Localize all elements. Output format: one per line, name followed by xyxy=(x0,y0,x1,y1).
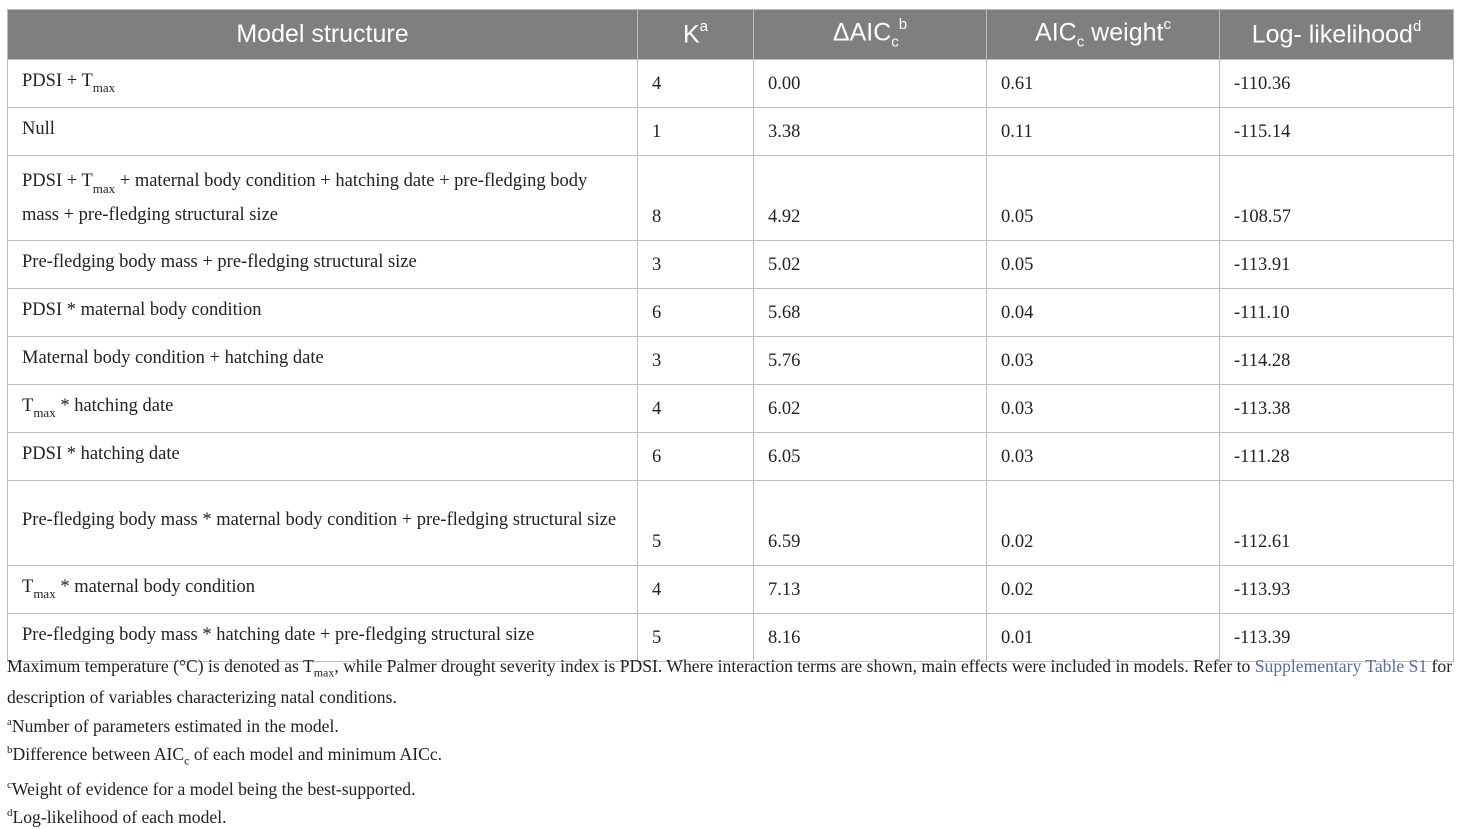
log-likelihood-cell: -110.36 xyxy=(1220,60,1454,108)
footnote-c: $^c$Weight of evidence for a model being the best-supported. xyxy=(7,778,416,799)
k-cell: 6 xyxy=(638,289,754,337)
table-row xyxy=(8,289,1454,337)
log-likelihood-cell: -111.10 xyxy=(1220,289,1454,337)
table-row xyxy=(8,60,1454,108)
header-delta-aicc: $\Delta AIC_c^b$ xyxy=(754,10,987,60)
table-row xyxy=(8,433,1454,481)
aicc-weight-cell: 0.01 xyxy=(987,614,1220,662)
aicc-weight-cell: 0.03 xyxy=(987,337,1220,385)
delta-aicc-cell: 5.76 xyxy=(754,337,987,385)
table-row xyxy=(8,108,1454,156)
aicc-weight-cell: 0.03 xyxy=(987,433,1220,481)
k-cell: 1 xyxy=(638,108,754,156)
log-likelihood-cell: -111.28 xyxy=(1220,433,1454,481)
table-header-row xyxy=(8,10,1454,60)
log-likelihood-cell: -112.61 xyxy=(1220,481,1454,566)
k-cell: 4 xyxy=(638,60,754,108)
model-structure-cell: Pre-fledging body mass * maternal body condition + pre-fledging structural size xyxy=(8,481,638,566)
delta-aicc-cell: 6.59 xyxy=(754,481,987,566)
model-structure-cell: PDSI * maternal body condition xyxy=(8,289,638,337)
k-cell: 6 xyxy=(638,433,754,481)
delta-aicc-cell: 7.13 xyxy=(754,566,987,614)
footnote-a: $^a$Number of parameters estimated in the model. xyxy=(7,715,339,736)
aicc-weight-cell: 0.61 xyxy=(987,60,1220,108)
log-likelihood-cell: -113.38 xyxy=(1220,385,1454,433)
log-likelihood-cell: -114.28 xyxy=(1220,337,1454,385)
log-likelihood-cell: -113.39 xyxy=(1220,614,1454,662)
footnote-main: Maximum temperature (°C) is denoted as $T_{max}$, while Palmer drought severity index is PDSI. Where interaction terms are shown, main effects were included in models. Refer to Supplementary Table S1 for description of variables characterizing natal conditions. xyxy=(7,656,1453,708)
k-cell: 4 xyxy=(638,385,754,433)
k-cell: 5 xyxy=(638,481,754,566)
model-structure-cell: $T_{max}$ * hatching date xyxy=(8,385,638,433)
table-row xyxy=(8,385,1454,433)
model-selection-table-container xyxy=(7,9,1453,662)
footnote-b: $^b$Difference between $AIC_c$ of each model and minimum AICc. xyxy=(7,743,443,768)
table-row xyxy=(8,156,1454,241)
delta-aicc-cell: 6.05 xyxy=(754,433,987,481)
k-cell: 3 xyxy=(638,241,754,289)
log-likelihood-cell: -113.93 xyxy=(1220,566,1454,614)
log-likelihood-cell: -115.14 xyxy=(1220,108,1454,156)
model-structure-cell: Null xyxy=(8,108,638,156)
header-k: $K^a$ xyxy=(638,10,754,60)
header-model-structure: Model structure xyxy=(8,10,638,60)
delta-aicc-cell: 5.02 xyxy=(754,241,987,289)
footnote-d: $^d$Log-likelihood of each model. xyxy=(7,806,227,827)
log-likelihood-cell: -108.57 xyxy=(1220,156,1454,241)
table-row xyxy=(8,241,1454,289)
aicc-weight-cell: 0.03 xyxy=(987,385,1220,433)
model-structure-cell: $T_{max}$ * maternal body condition xyxy=(8,566,638,614)
model-structure-cell: PDSI + $T_{max}$ xyxy=(8,60,638,108)
aicc-weight-cell: 0.05 xyxy=(987,241,1220,289)
model-structure-cell: PDSI * hatching date xyxy=(8,433,638,481)
aicc-weight-cell: 0.11 xyxy=(987,108,1220,156)
k-cell: 8 xyxy=(638,156,754,241)
table-row xyxy=(8,566,1454,614)
k-cell: 3 xyxy=(638,337,754,385)
table-footnotes xyxy=(7,654,1455,829)
delta-aicc-cell: 4.92 xyxy=(754,156,987,241)
aicc-weight-cell: 0.04 xyxy=(987,289,1220,337)
delta-aicc-cell: 3.38 xyxy=(754,108,987,156)
log-likelihood-cell: -113.91 xyxy=(1220,241,1454,289)
delta-aicc-cell: 8.16 xyxy=(754,614,987,662)
header-aicc-weight: $AIC_c$ weight$^c$ xyxy=(987,10,1220,60)
model-structure-cell: Pre-fledging body mass + pre-fledging structural size xyxy=(8,241,638,289)
model-structure-cell: Maternal body condition + hatching date xyxy=(8,337,638,385)
model-structure-cell: Pre-fledging body mass * hatching date + pre-fledging structural size xyxy=(8,614,638,662)
delta-aicc-cell: 0.00 xyxy=(754,60,987,108)
header-log-likelihood: Log- likelihood$^d$ xyxy=(1220,10,1454,60)
delta-aicc-cell: 5.68 xyxy=(754,289,987,337)
table-row xyxy=(8,481,1454,566)
aicc-weight-cell: 0.02 xyxy=(987,566,1220,614)
k-cell: 4 xyxy=(638,566,754,614)
model-structure-cell: PDSI + $T_{max}$ + maternal body condition + hatching date + pre-fledging body mass + pre-fledging structural size xyxy=(8,156,638,241)
supplementary-table-link[interactable]: Supplementary Table S1 xyxy=(1254,656,1428,676)
aicc-weight-cell: 0.05 xyxy=(987,156,1220,241)
table-row xyxy=(8,337,1454,385)
aicc-weight-cell: 0.02 xyxy=(987,481,1220,566)
k-cell: 5 xyxy=(638,614,754,662)
model-selection-table xyxy=(7,9,1454,662)
delta-aicc-cell: 6.02 xyxy=(754,385,987,433)
